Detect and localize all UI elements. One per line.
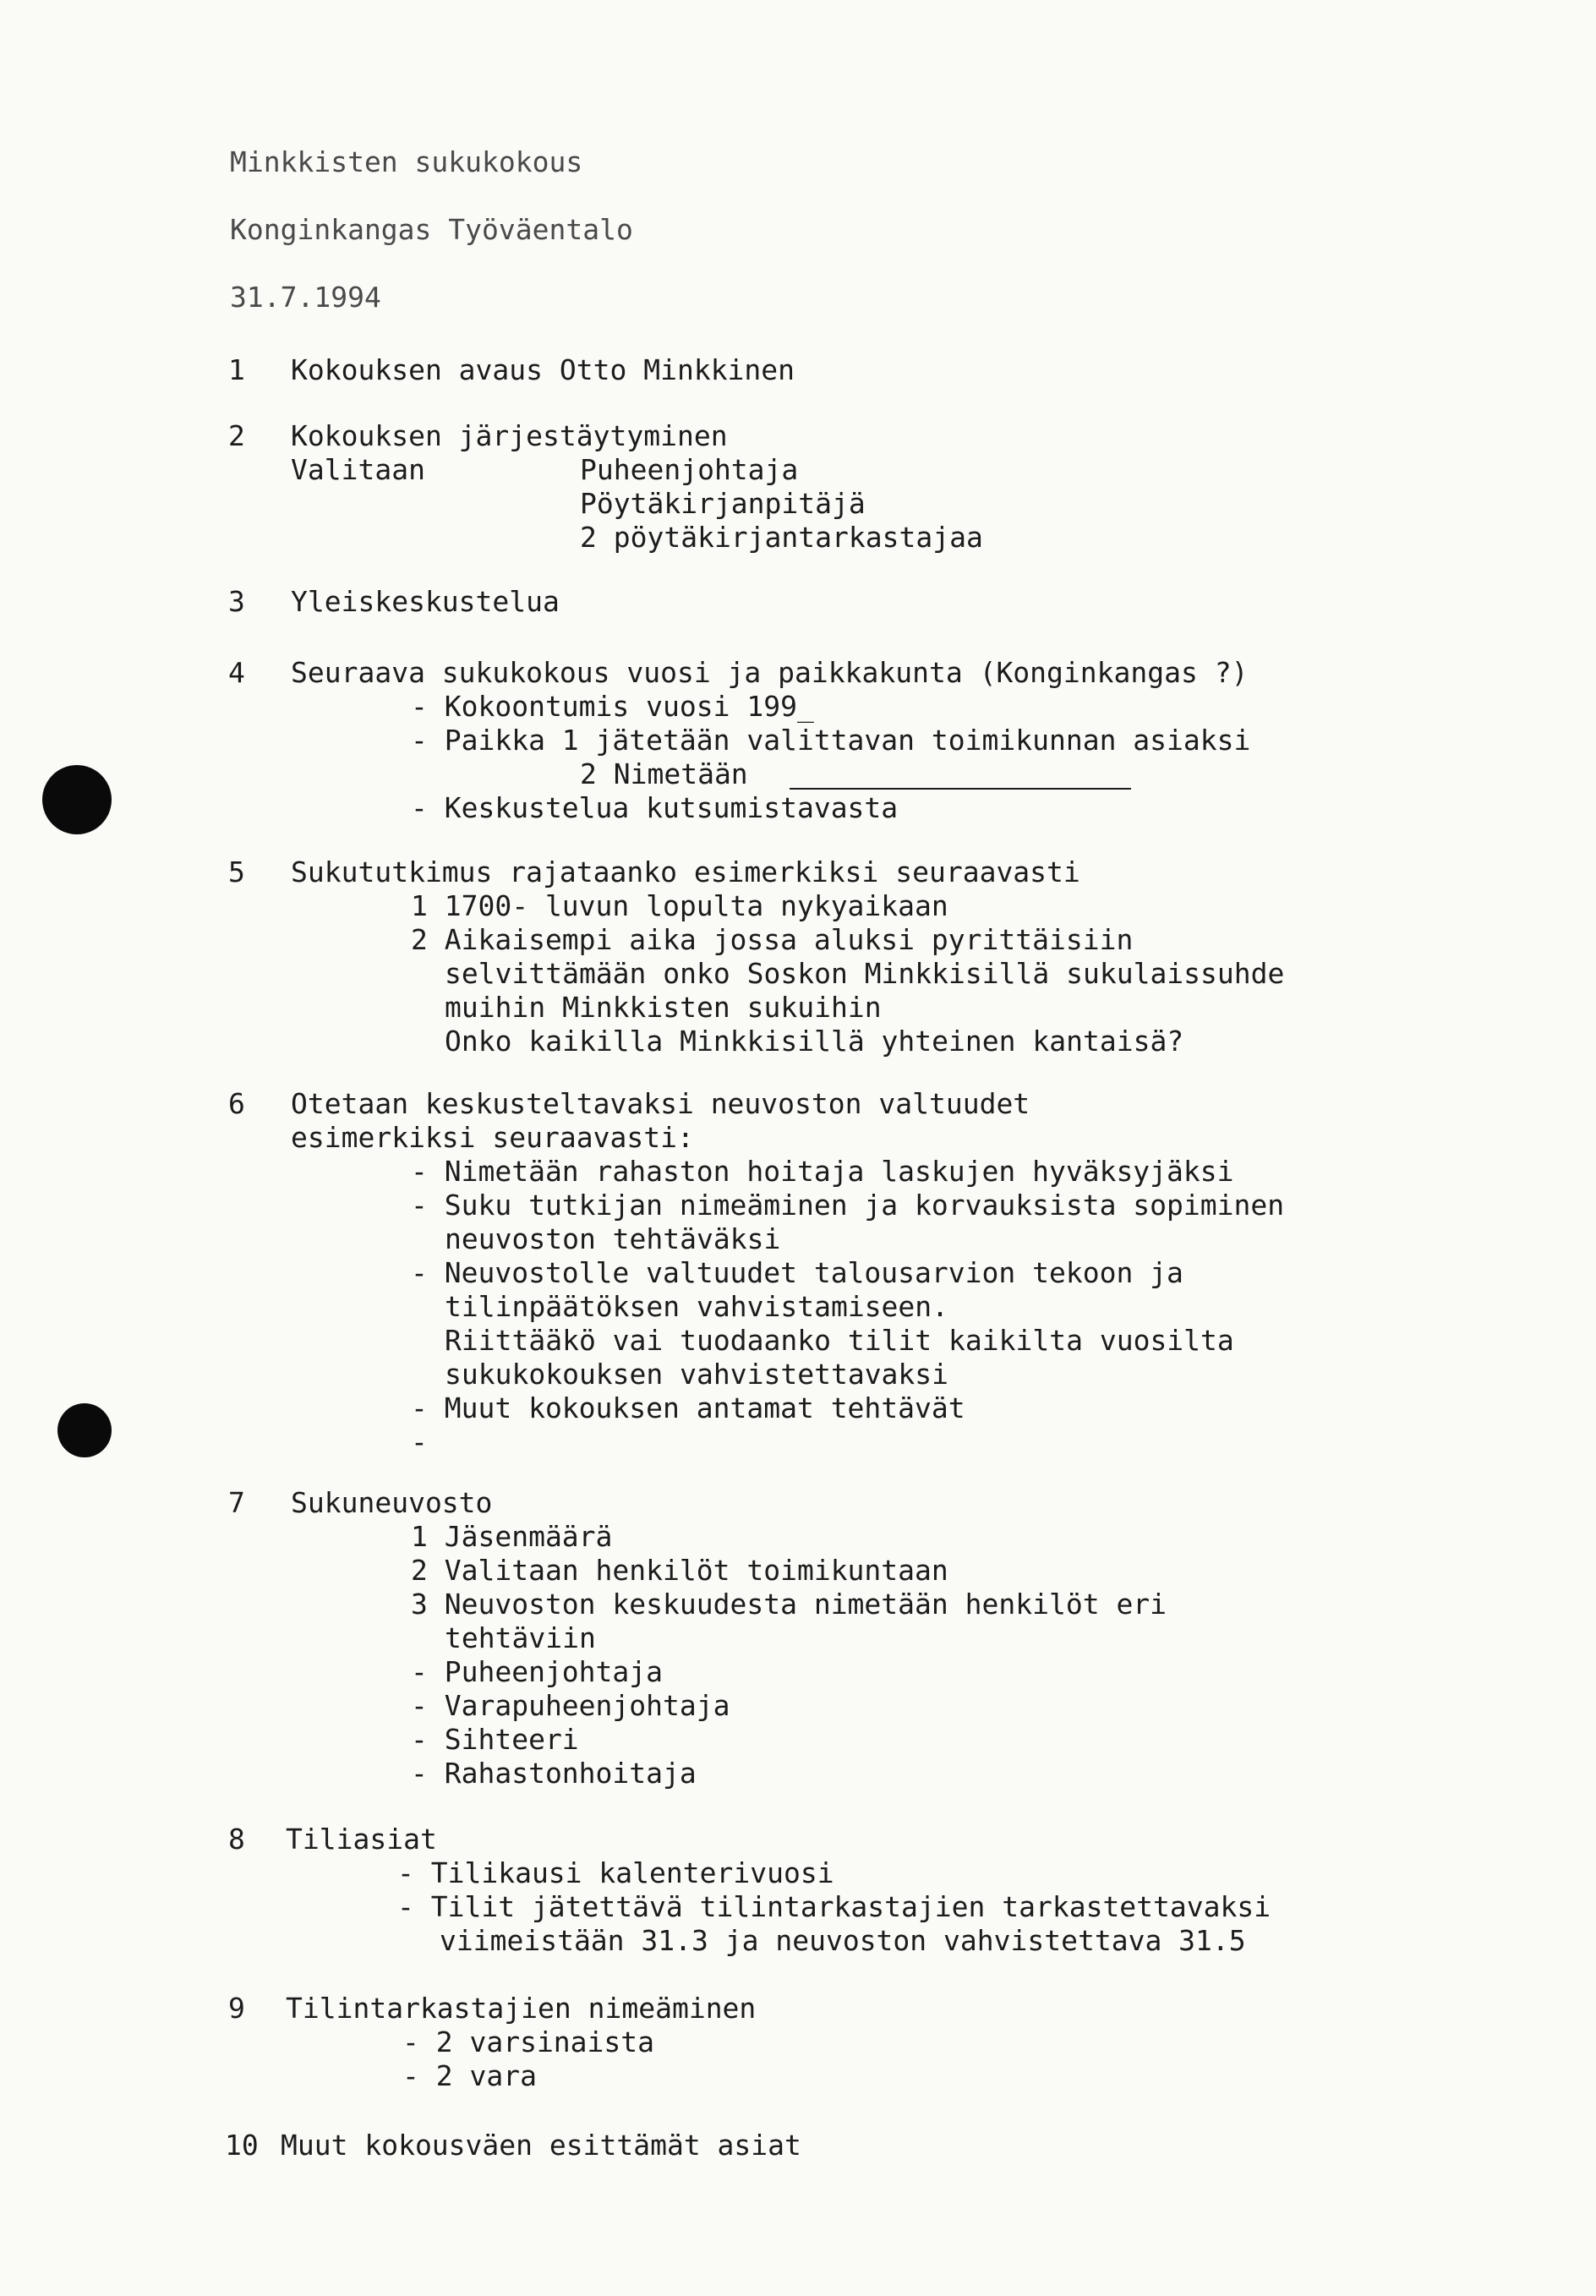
item-7-line: 2 Valitaan henkilöt toimikuntaan [411,1554,948,1587]
item-number: 8 [228,1823,245,1856]
item-7-line: - Rahastonhoitaja [411,1757,697,1790]
document-title: Minkkisten sukukokous [230,145,583,178]
meeting-place: Konginkangas Työväentalo [230,213,633,246]
item-8-text: Tiliasiat [286,1823,437,1856]
item-2-role: 2 pöytäkirjantarkastajaa [580,521,983,554]
item-6-text-2: esimerkiksi seuraavasti: [291,1121,694,1154]
item-number: 10 [225,2129,259,2162]
item-2-role: Puheenjohtaja [580,453,799,486]
item-6-text: Otetaan keskusteltavaksi neuvoston valtuudet [291,1087,1030,1120]
item-9-line: - 2 varsinaista [402,2025,655,2058]
item-6-line: - [411,1425,428,1458]
item-5-text: Sukututkimus rajataanko esimerkiksi seuraavasti [291,856,1080,888]
item-5-line: selvittämään onko Soskon Minkkisillä sukulaissuhde [445,957,1285,990]
item-4-line: - Paikka 1 jätetään valittavan toimikunnan asiaksi [411,724,1251,757]
item-5-line: muihin Minkkisten sukuihin [445,991,882,1024]
item-8-line: - Tilikausi kalenterivuosi [397,1856,834,1889]
meeting-date: 31.7.1994 [230,281,381,314]
item-7-line: - Puheenjohtaja [411,1655,664,1688]
item-7-line: 1 Jäsenmäärä [411,1520,613,1553]
item-9-line: - 2 vara [402,2059,537,2092]
fill-in-blank [790,788,1131,790]
item-6-line: neuvoston tehtäväksi [445,1222,781,1255]
item-6-line: - Suku tutkijan nimeäminen ja korvauksista sopiminen [411,1189,1285,1222]
item-7-line: tehtäviin [445,1621,596,1654]
item-number: 9 [228,1992,245,2025]
item-1-text: Kokouksen avaus Otto Minkkinen [291,353,795,386]
item-number: 6 [228,1087,245,1120]
item-number: 1 [228,353,245,386]
item-5-line: 2 Aikaisempi aika jossa aluksi pyrittäisiin [411,923,1134,956]
item-3-text: Yleiskeskustelua [291,585,560,618]
item-10-text: Muut kokousväen esittämät asiat [281,2129,801,2162]
item-5-line: 1 1700- luvun lopulta nykyaikaan [411,889,948,922]
item-6-line: sukukokouksen vahvistettavaksi [445,1358,949,1391]
item-number: 4 [228,656,245,689]
item-7-text: Sukuneuvosto [291,1486,493,1519]
item-7-line: - Sihteeri [411,1723,579,1756]
item-6-line: Riittääkö vai tuodaanko tilit kaikilta vuosilta [445,1324,1234,1357]
item-7-line: 3 Neuvoston keskuudesta nimetään henkilöt eri [411,1588,1167,1621]
item-9-text: Tilintarkastajien nimeäminen [286,1992,757,2025]
item-2-valitaan: Valitaan [291,453,425,486]
punch-hole-top [42,765,112,834]
punch-hole-bottom [57,1403,112,1457]
item-2-text: Kokouksen järjestäytyminen [291,419,728,452]
item-6-line: tilinpäätöksen vahvistamiseen. [445,1290,949,1323]
item-6-line: - Neuvostolle valtuudet talousarvion tekoon ja [411,1256,1183,1289]
item-4-line: - Keskustelua kutsumistavasta [411,791,899,824]
item-6-line: - Nimetään rahaston hoitaja laskujen hyväksyjäksi [411,1155,1234,1188]
item-2-role: Pöytäkirjanpitäjä [580,487,866,520]
item-number: 7 [228,1486,245,1519]
item-7-line: - Varapuheenjohtaja [411,1689,730,1722]
item-number: 5 [228,856,245,888]
item-8-line: - Tilit jätettävä tilintarkastajien tarkastettavaksi [397,1890,1271,1923]
item-5-line: Onko kaikilla Minkkisillä yhteinen kantaisä? [445,1025,1184,1058]
item-4-line: - Kokoontumis vuosi 199_ [411,690,814,723]
item-4-text: Seuraava sukukokous vuosi ja paikkakunta (Konginkangas ?) [291,656,1249,689]
item-number: 2 [228,419,245,452]
item-4-line: 2 Nimetään [580,757,748,790]
item-8-line: viimeistään 31.3 ja neuvoston vahvistettava 31.5 [440,1924,1246,1957]
item-6-line: - Muut kokouksen antamat tehtävät [411,1391,965,1424]
item-number: 3 [228,585,245,618]
